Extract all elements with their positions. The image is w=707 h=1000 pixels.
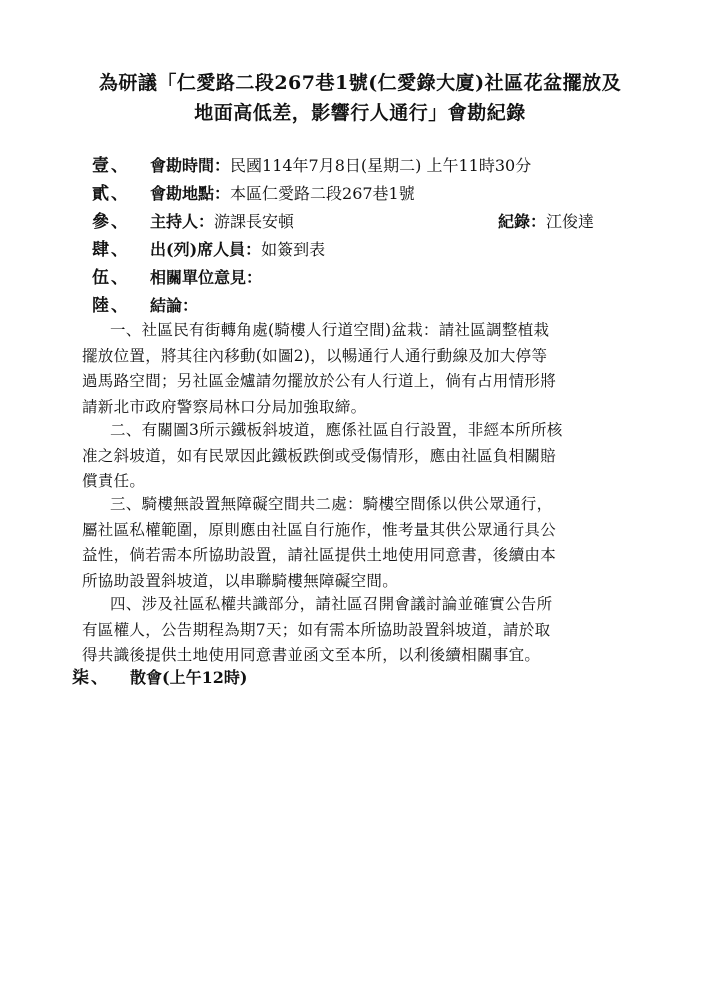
paragraph-line: 准之斜坡道，如有民眾因此鐵板跌倒或受傷情形，應由社區負相關賠: [82, 446, 557, 465]
paragraph-line: 擺放位置，將其往內移動(如圖2)，以暢通行人通行動線及加大停等: [82, 346, 548, 365]
paragraph-line: 一、社區民有街轉角處(騎樓人行道空間)盆栽：請社區調整植栽: [110, 321, 550, 339]
item-number: 壹、: [92, 156, 130, 176]
conclusion-paragraph-2: [82, 418, 672, 495]
recorder-value: 江俊達: [546, 212, 595, 231]
item-label: 相關單位意見：: [150, 268, 263, 287]
item-number: 伍、: [92, 268, 130, 288]
item-value: 本區仁愛路二段267巷1號: [230, 184, 415, 203]
item-label: 主持人：: [150, 212, 215, 231]
paragraph-line: 二、有關圖3所示鐵板斜坡道，應係社區自行設置，非經本所所核: [110, 421, 563, 439]
item-value: 如簽到表: [261, 240, 326, 259]
paragraph-line: 請新北市政府警察局林口分局加強取締。: [82, 397, 367, 416]
conclusion-paragraph-4: [82, 592, 672, 669]
paragraph-line: 屬社區私權範圍，原則應由社區自行施作，惟考量其供公眾通行具公: [82, 520, 557, 539]
paragraph-line: 過馬路空間；另社區金爐請勿擺放於公有人行道上，倘有占用情形將: [82, 372, 557, 390]
item-label: 散會(上午12時): [130, 668, 248, 687]
item-number: 貳、: [92, 184, 130, 204]
item-value: 民國114年7月8日(星期二) 上午11時30分: [230, 156, 532, 175]
item-label: 會勘時間：: [150, 156, 231, 175]
item-number: 柒、: [72, 668, 110, 688]
paragraph-line: 三、騎樓無設置無障礙空間共二處：騎樓空間係以供公眾通行，: [110, 495, 553, 513]
paragraph-line: 有區權人，公告期程為期7天；如有需本所協助設置斜坡道，請於取: [82, 620, 551, 639]
item-number: 陸、: [92, 296, 130, 316]
paragraph-line: 償責任。: [82, 472, 146, 490]
document-title-line-1: 為研議「仁愛路二段267巷1號(仁愛錄大廈)社區花盆擺放及: [98, 72, 622, 94]
paragraph-line: 得共識後提供土地使用同意書並函文至本所，以利後續相關事宜。: [82, 646, 541, 664]
paragraph-line: 益性，倘若需本所協助設置，請社區提供土地使用同意書，後續由本: [82, 546, 557, 564]
paragraph-line: 所協助設置斜坡道，以串聯騎樓無障礙空間。: [82, 571, 399, 590]
paragraph-line: 四、涉及社區私權共識部分，請社區召開會議討論並確實公告所: [110, 595, 553, 613]
item-label: 結論：: [150, 296, 199, 315]
item-label: 會勘地點：: [150, 184, 231, 203]
item-number: 肆、: [92, 240, 130, 260]
item-label: 出(列)席人員：: [150, 240, 262, 259]
recorder-label: 紀錄：: [498, 212, 547, 231]
conclusion-paragraph-3: [82, 492, 672, 594]
item-number: 參、: [92, 212, 130, 232]
document-title-line-2: 地面高低差，影響行人通行」會勘紀錄: [194, 102, 526, 124]
item-value: 游課長安頓: [214, 212, 295, 231]
conclusion-paragraph-1: [82, 318, 672, 420]
